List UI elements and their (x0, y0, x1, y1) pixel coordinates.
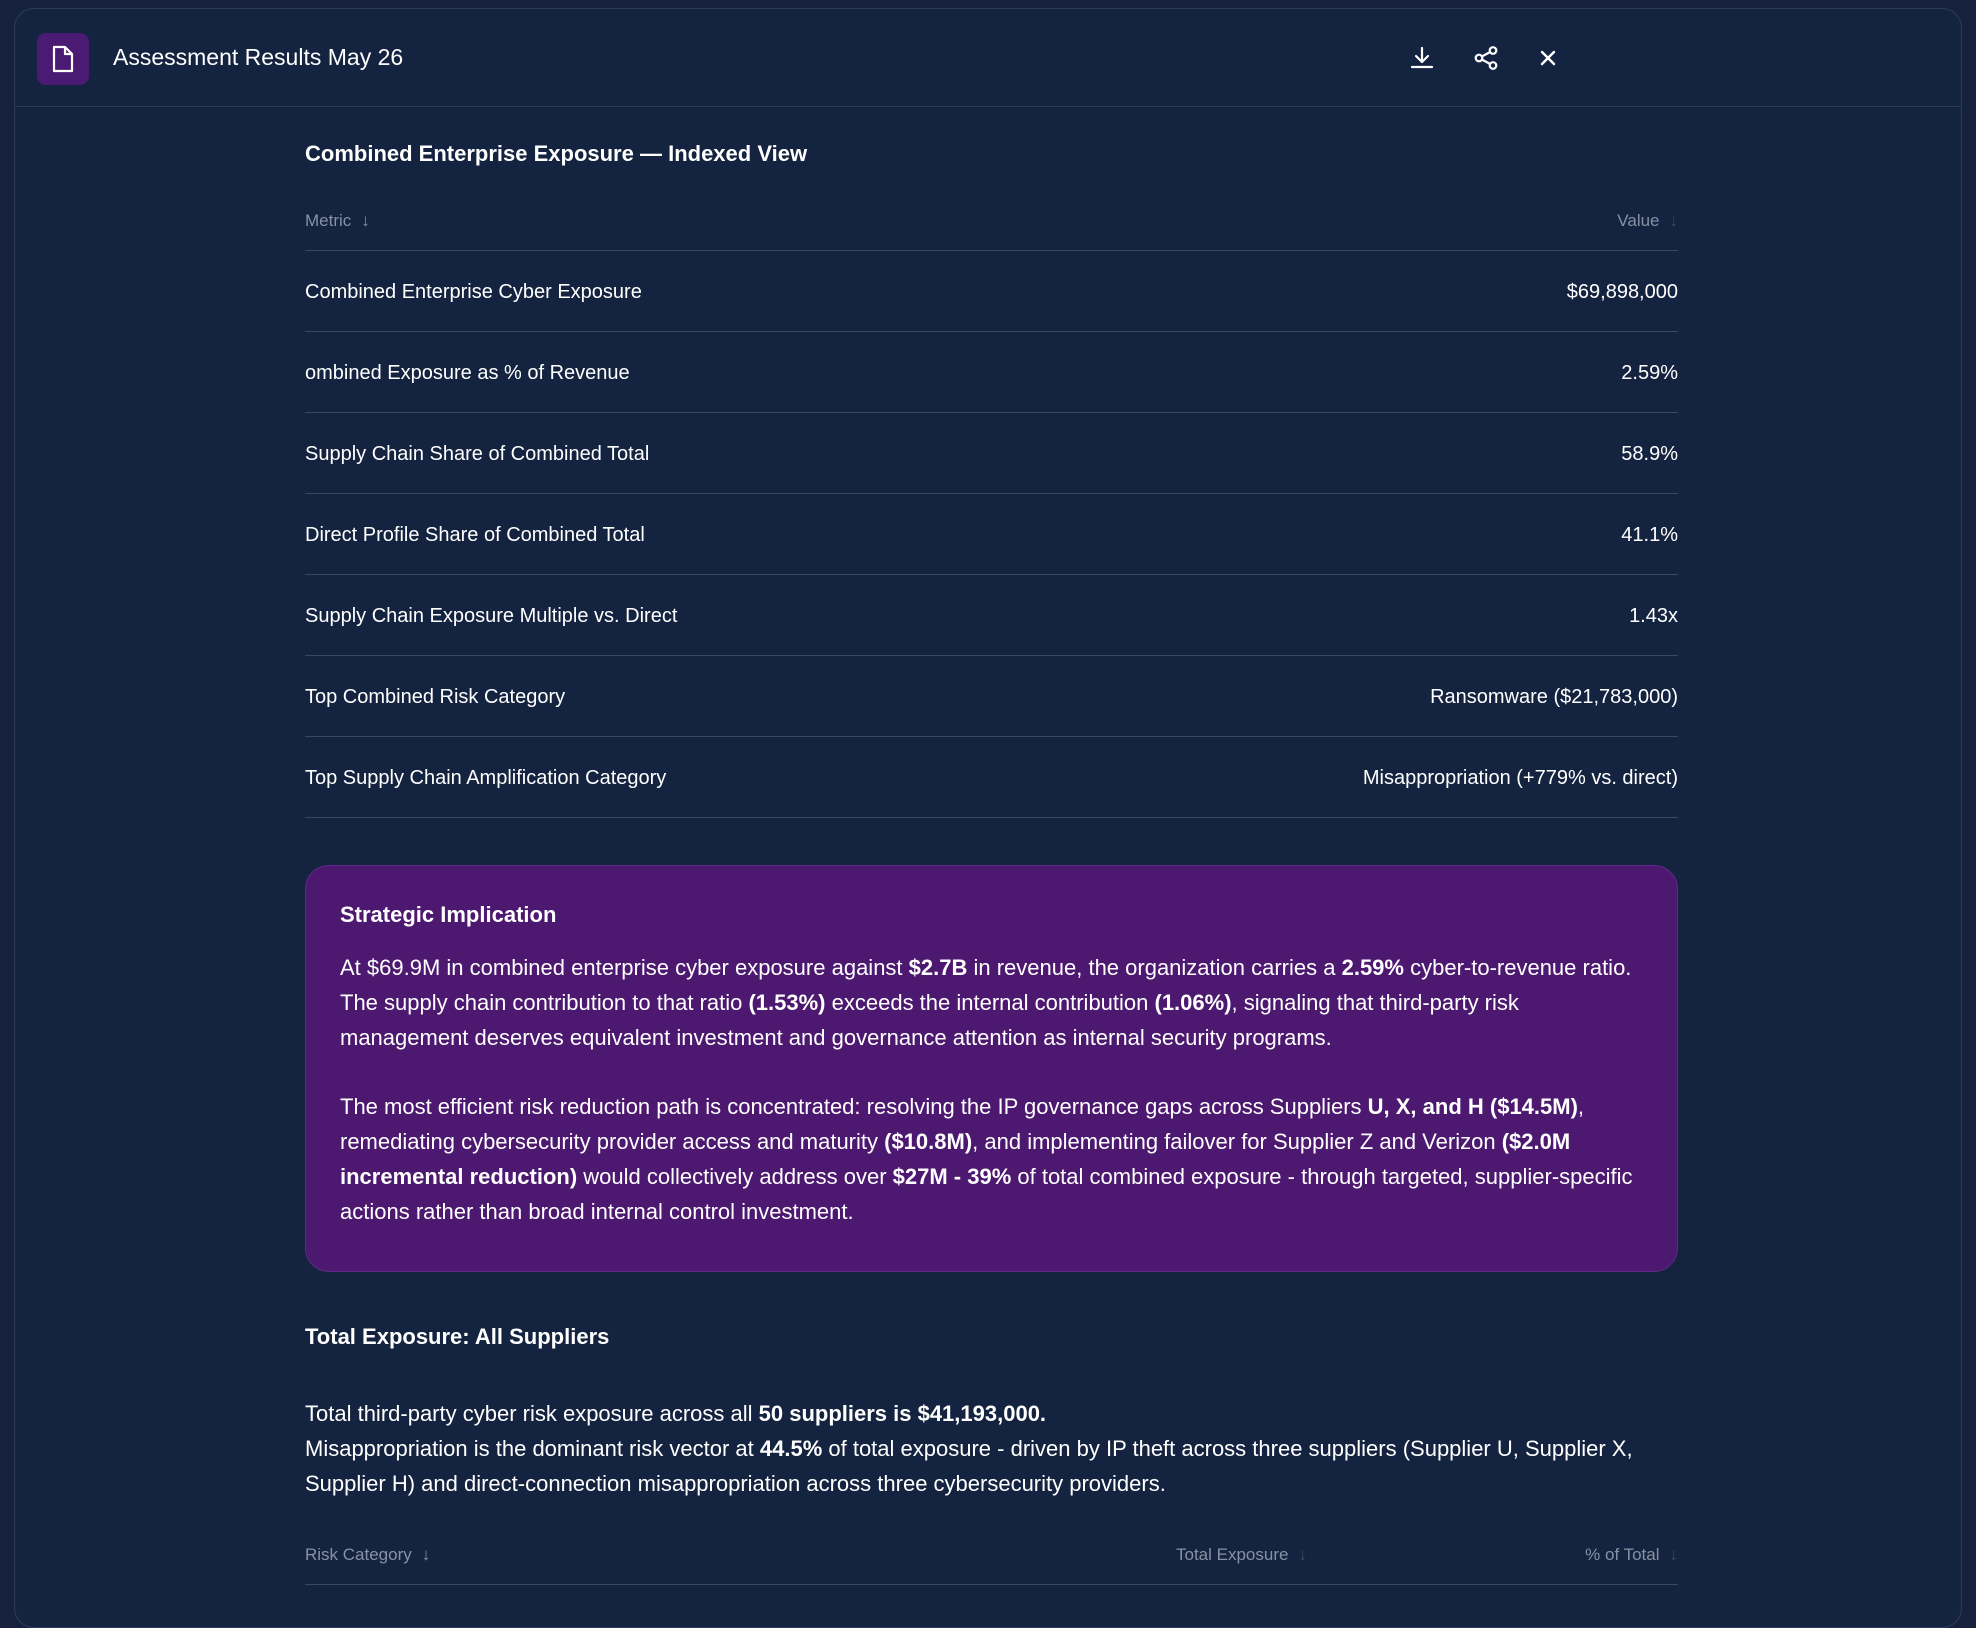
summary-line-2: Misappropriation is the dominant risk vector at 44.5% of total exposure - driven by IP theft across three suppliers (Supplier U, Supplier X, Supplier H) and direct-connection misappropriation across three cybersecurity providers. (305, 1436, 1633, 1496)
metric-value: 2.59% (1621, 362, 1678, 384)
metric-label: Supply Chain Exposure Multiple vs. Direct (305, 605, 678, 627)
window-header (15, 9, 1961, 107)
total-exposure-column-header[interactable]: Total Exposure ↓ (1176, 1545, 1307, 1564)
metric-label: Supply Chain Share of Combined Total (305, 443, 650, 465)
download-button[interactable] (1403, 39, 1441, 77)
table-row (305, 656, 1678, 737)
table-row (305, 251, 1678, 332)
report-content (305, 141, 1678, 1585)
table-row (305, 413, 1678, 494)
sort-arrow-icon: ↓ (1669, 1545, 1678, 1564)
pct-total-column-header[interactable]: % of Total ↓ (1585, 1545, 1678, 1564)
sort-arrow-icon: ↓ (361, 211, 370, 230)
results-window (14, 8, 1962, 1628)
download-icon (1409, 45, 1435, 71)
metric-value: $69,898,000 (1566, 281, 1678, 303)
suppliers-summary (305, 1396, 1678, 1501)
exposure-section-title: Combined Enterprise Exposure — Indexed View (305, 141, 808, 166)
sort-arrow-icon: ↓ (1669, 211, 1678, 230)
metric-label: Direct Profile Share of Combined Total (305, 524, 645, 546)
metric-label: Combined Enterprise Cyber Exposure (305, 281, 642, 303)
metric-column-header[interactable]: Metric ↓ (305, 211, 370, 230)
metric-value: Ransomware ($21,783,000) (1430, 686, 1678, 708)
share-icon (1473, 45, 1499, 71)
table-row (305, 494, 1678, 575)
page-title: Assessment Results May 26 (113, 44, 404, 70)
metric-label: Top Combined Risk Category (305, 686, 566, 708)
risk-category-column-header[interactable]: Risk Category ↓ (305, 1545, 431, 1564)
close-icon (1537, 47, 1559, 69)
table-row (305, 737, 1678, 818)
metric-label: Top Supply Chain Amplification Category (305, 767, 667, 789)
metric-value: 58.9% (1621, 443, 1678, 465)
metric-value: Misappropriation (+779% vs. direct) (1362, 767, 1678, 789)
sort-arrow-icon: ↓ (421, 1545, 431, 1564)
suppliers-table-header (305, 1537, 1678, 1585)
suppliers-section-title: Total Exposure: All Suppliers (305, 1324, 610, 1349)
value-column-header[interactable]: Value ↓ (1617, 211, 1678, 230)
callout-paragraph-2: The most efficient risk reduction path is concentrated: resolving the IP governance gaps across Suppliers U, X, and H ($14.5M), remediating cybersecurity provider access and maturity ($10.8M), and implementing failover for Supplier Z and Verizon ($2.0M incremental reduction) would collectively address over $27M - 39% of total combined exposure - through targeted, supplier-specific actions rather than broad internal control investment. (340, 1094, 1633, 1224)
share-button[interactable] (1467, 39, 1505, 77)
metric-label: ombined Exposure as % of Revenue (305, 362, 630, 384)
table-row (305, 332, 1678, 413)
document-icon (37, 33, 89, 85)
table-row (305, 575, 1678, 656)
callout-paragraph-1: At $69.9M in combined enterprise cyber exposure against $2.7B in revenue, the organization carries a 2.59% cyber-to-revenue ratio. The supply chain contribution to that ratio (1.53%) exceeds the internal contribution (1.06%), signaling that third-party risk management deserves equivalent investment and governance attention as internal security programs. (340, 955, 1632, 1050)
callout-title: Strategic Implication (340, 902, 557, 927)
close-button[interactable] (1529, 39, 1567, 77)
summary-line-1: Total third-party cyber risk exposure across all 50 suppliers is $41,193,000. (305, 1401, 1047, 1426)
metric-value: 41.1% (1621, 524, 1678, 546)
strategic-implication-callout (305, 865, 1678, 1272)
exposure-table-header (305, 203, 1678, 251)
sort-arrow-icon: ↓ (1298, 1545, 1307, 1564)
metric-value: 1.43x (1629, 605, 1678, 627)
